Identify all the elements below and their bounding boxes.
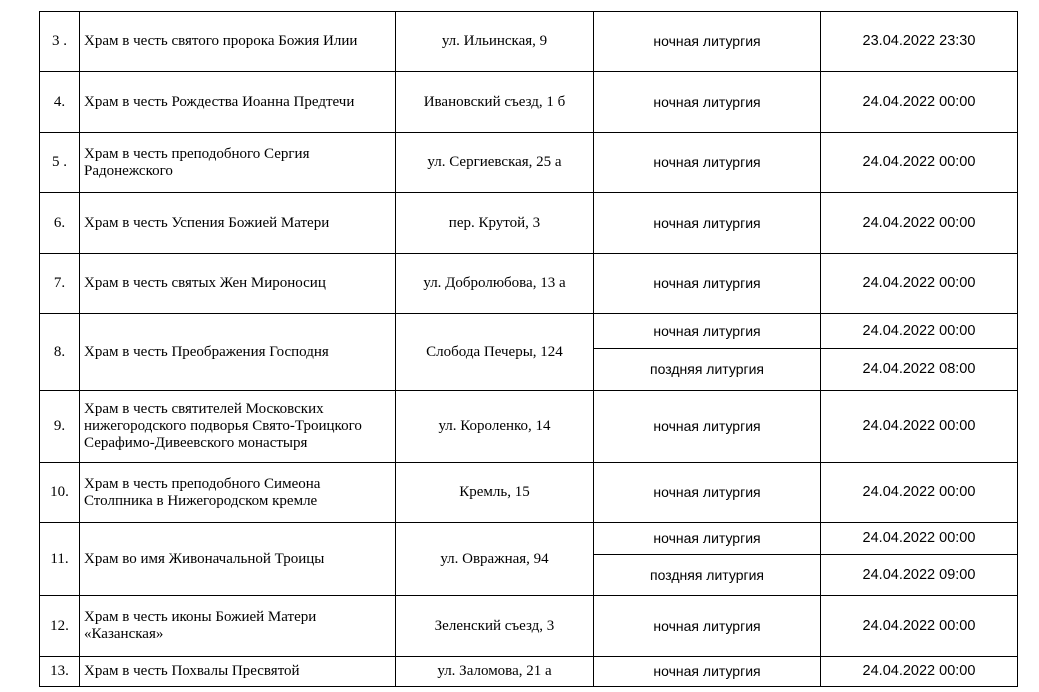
church-address: ул. Добролюбова, 13 а (396, 254, 594, 314)
service-type: ночная литургия (594, 596, 821, 657)
table-row (40, 314, 1018, 349)
church-name: Храм в честь святителей Московских нижегородского подворья Свято-Троицкого Серафимо-Дивеевского монастыря (80, 391, 396, 463)
row-number: 13. (40, 657, 80, 687)
service-datetime: 24.04.2022 00:00 (821, 657, 1018, 687)
church-address: Ивановский съезд, 1 б (396, 72, 594, 133)
service-datetime: 24.04.2022 09:00 (821, 555, 1018, 596)
service-type: ночная литургия (594, 463, 821, 523)
church-address: ул. Сергиевская, 25 а (396, 133, 594, 193)
row-number: 8. (40, 314, 80, 391)
service-type: поздняя литургия (594, 349, 821, 391)
row-number: 5 . (40, 133, 80, 193)
church-name: Храм в честь Преображения Господня (80, 314, 396, 391)
church-address: Зеленский съезд, 3 (396, 596, 594, 657)
church-name: Храм в честь святых Жен Мироносиц (80, 254, 396, 314)
service-datetime: 24.04.2022 00:00 (821, 193, 1018, 254)
service-type: ночная литургия (594, 314, 821, 349)
row-number: 10. (40, 463, 80, 523)
service-datetime: 24.04.2022 00:00 (821, 254, 1018, 314)
service-datetime: 24.04.2022 00:00 (821, 391, 1018, 463)
row-number: 12. (40, 596, 80, 657)
service-datetime: 24.04.2022 00:00 (821, 523, 1018, 555)
church-name: Храм в честь преподобного Симеона Столпника в Нижегородском кремле (80, 463, 396, 523)
table-row (40, 657, 1018, 687)
row-number: 3 . (40, 12, 80, 72)
church-address: пер. Крутой, 3 (396, 193, 594, 254)
row-number: 9. (40, 391, 80, 463)
table-row (40, 596, 1018, 657)
church-address: Кремль, 15 (396, 463, 594, 523)
service-datetime: 24.04.2022 00:00 (821, 133, 1018, 193)
church-schedule-table (39, 11, 1018, 687)
table-row (40, 523, 1018, 555)
church-address: Слобода Печеры, 124 (396, 314, 594, 391)
service-type: ночная литургия (594, 193, 821, 254)
service-datetime: 23.04.2022 23:30 (821, 12, 1018, 72)
service-type: ночная литургия (594, 657, 821, 687)
church-name: Храм в честь Рождества Иоанна Предтечи (80, 72, 396, 133)
service-type: ночная литургия (594, 133, 821, 193)
service-datetime: 24.04.2022 00:00 (821, 463, 1018, 523)
church-address: ул. Заломова, 21 а (396, 657, 594, 687)
table-row (40, 391, 1018, 463)
service-type: ночная литургия (594, 12, 821, 72)
table-row (40, 72, 1018, 133)
service-type: ночная литургия (594, 72, 821, 133)
service-type: ночная литургия (594, 523, 821, 555)
church-name: Храм во имя Живоначальной Троицы (80, 523, 396, 596)
church-address: ул. Короленко, 14 (396, 391, 594, 463)
table-row (40, 133, 1018, 193)
church-name: Храм в честь преподобного Сергия Радонежского (80, 133, 396, 193)
service-type: ночная литургия (594, 254, 821, 314)
row-number: 11. (40, 523, 80, 596)
service-type: поздняя литургия (594, 555, 821, 596)
service-datetime: 24.04.2022 00:00 (821, 72, 1018, 133)
row-number: 4. (40, 72, 80, 133)
table-row (40, 254, 1018, 314)
row-number: 6. (40, 193, 80, 254)
table-row (40, 463, 1018, 523)
church-name: Храм в честь Успения Божией Матери (80, 193, 396, 254)
church-name: Храм в честь иконы Божией Матери «Казанская» (80, 596, 396, 657)
table-row (40, 12, 1018, 72)
service-datetime: 24.04.2022 08:00 (821, 349, 1018, 391)
church-address: ул. Овражная, 94 (396, 523, 594, 596)
service-datetime: 24.04.2022 00:00 (821, 314, 1018, 349)
service-datetime: 24.04.2022 00:00 (821, 596, 1018, 657)
church-address: ул. Ильинская, 9 (396, 12, 594, 72)
church-name: Храм в честь Похвалы Пресвятой (80, 657, 396, 687)
row-number: 7. (40, 254, 80, 314)
table-row (40, 193, 1018, 254)
service-type: ночная литургия (594, 391, 821, 463)
church-name: Храм в честь святого пророка Божия Илии (80, 12, 396, 72)
